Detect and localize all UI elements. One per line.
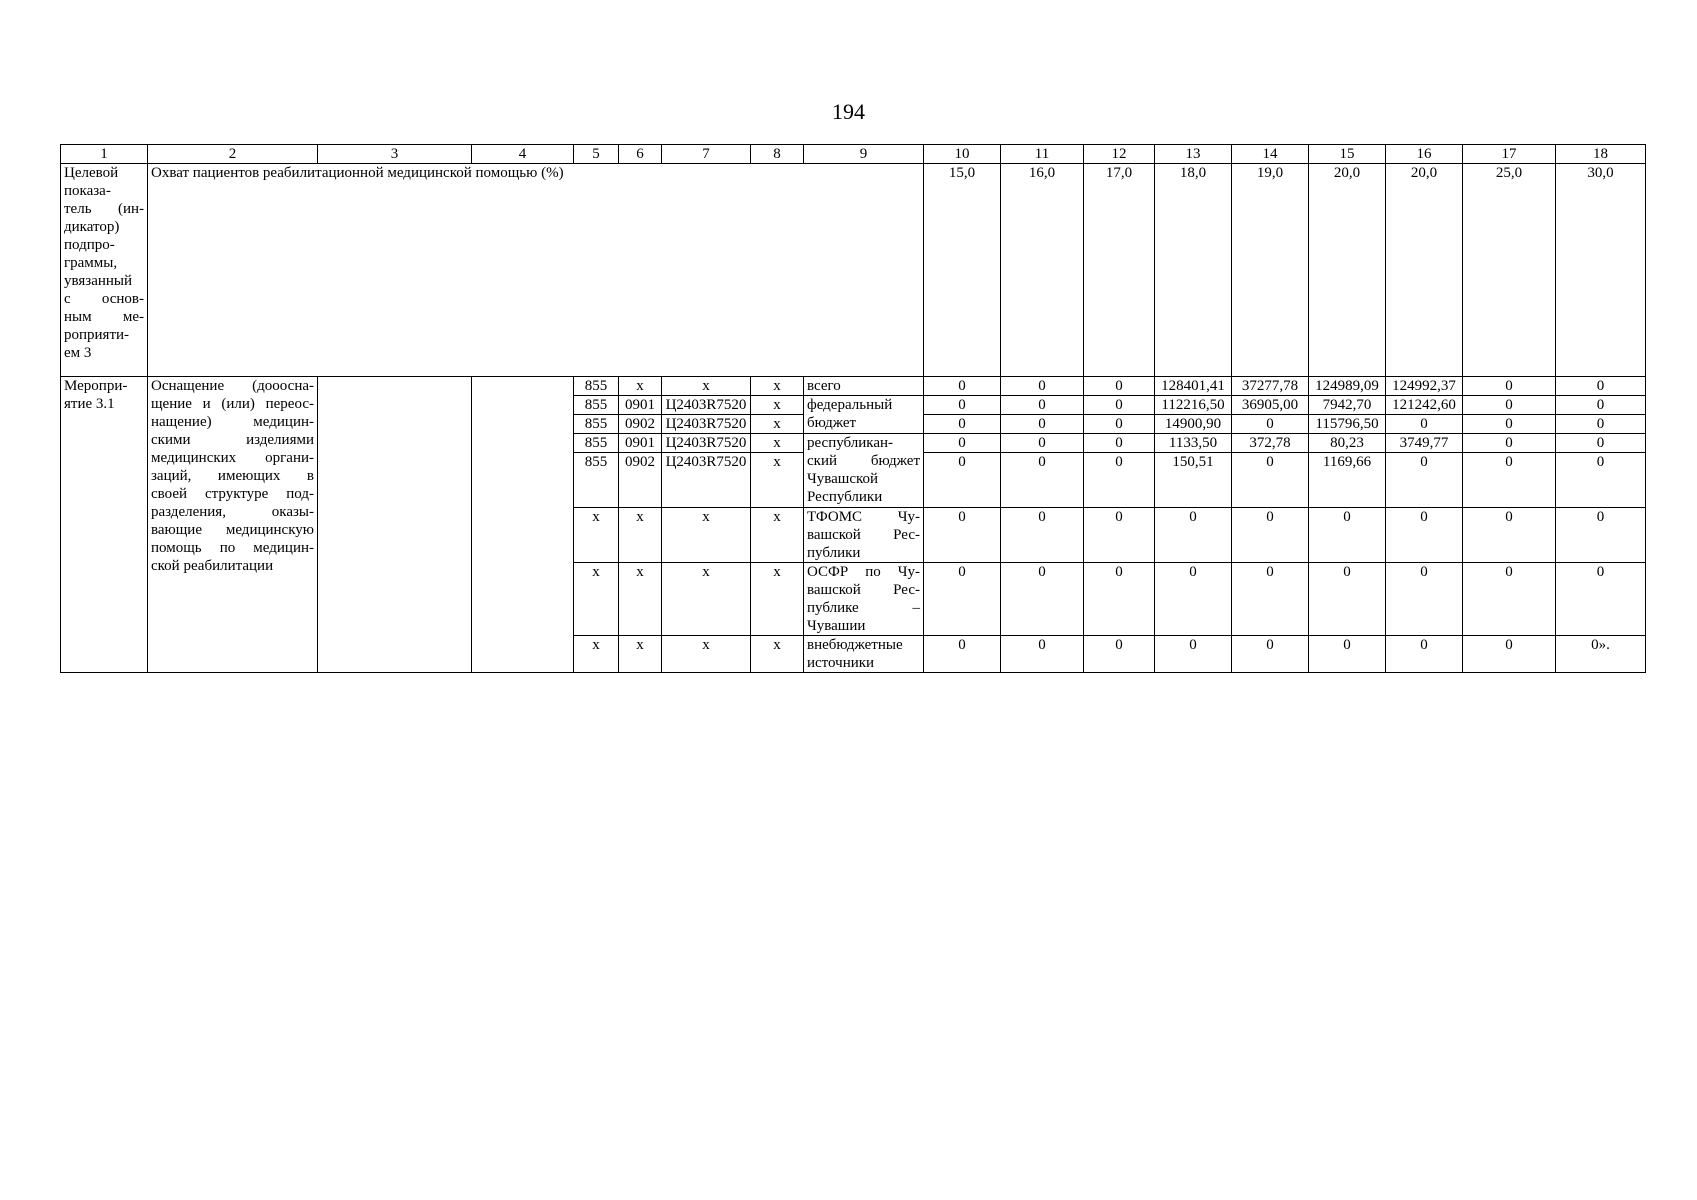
value-cell: 0 (1232, 508, 1309, 563)
measure-description-line: своей структуре под- (151, 486, 314, 502)
value-cell: 0 (1232, 636, 1309, 673)
value-cell: 7942,70 (1309, 396, 1386, 415)
section-code: x (619, 636, 662, 673)
value-cell: 0 (1001, 563, 1084, 636)
value-cell: 0 (1463, 396, 1556, 415)
target-code: Ц2403R7520 (662, 415, 751, 434)
value-cell: 0 (1155, 563, 1232, 636)
value-cell: 0 (1463, 636, 1556, 673)
source-line: публике – (807, 600, 920, 616)
expense-code: x (751, 508, 804, 563)
measure-description (148, 377, 318, 673)
value-cell: 0 (1463, 434, 1556, 453)
value-cell: 372,78 (1232, 434, 1309, 453)
value-cell: 0 (1084, 396, 1155, 415)
value-cell: 0 (1232, 415, 1309, 434)
expense-code: x (751, 453, 804, 508)
col-header: 1 (61, 145, 148, 164)
value-cell: 0 (1001, 453, 1084, 508)
value-cell: 124989,09 (1309, 377, 1386, 396)
value-cell: 0 (1556, 508, 1646, 563)
measure-col3 (318, 377, 472, 673)
source-line: Чувашии (807, 618, 866, 634)
section-code: 0901 (619, 434, 662, 453)
grbs-code: 855 (574, 434, 619, 453)
value-cell: 0 (1084, 563, 1155, 636)
indicator-value: 25,0 (1463, 164, 1556, 377)
value-cell: 0 (1001, 434, 1084, 453)
source-line: республикан- (807, 435, 894, 451)
value-cell: 36905,00 (1232, 396, 1309, 415)
value-cell: 0 (1001, 396, 1084, 415)
value-cell: 0 (1001, 377, 1084, 396)
col-header: 2 (148, 145, 318, 164)
target-code: x (662, 508, 751, 563)
col-header: 8 (751, 145, 804, 164)
value-cell: 0 (1463, 563, 1556, 636)
value-cell: 37277,78 (1232, 377, 1309, 396)
indicator-label-line: увязанный (64, 273, 133, 289)
value-cell: 0 (1309, 563, 1386, 636)
source-republic (804, 434, 924, 508)
value-cell: 0 (1155, 508, 1232, 563)
target-code: Ц2403R7520 (662, 453, 751, 508)
value-cell: 1133,50 (1155, 434, 1232, 453)
indicator-value: 20,0 (1386, 164, 1463, 377)
measure-description-line: щение и (или) переос- (151, 396, 314, 412)
col-header: 7 (662, 145, 751, 164)
source-line: ский бюджет (807, 453, 920, 469)
value-cell: 1169,66 (1309, 453, 1386, 508)
value-cell: 0 (1309, 636, 1386, 673)
col-header: 4 (472, 145, 574, 164)
source-total: всего (804, 377, 924, 396)
value-cell: 0 (1386, 453, 1463, 508)
value-cell: 115796,50 (1309, 415, 1386, 434)
value-cell: 0 (1001, 508, 1084, 563)
value-cell: 0 (924, 563, 1001, 636)
indicator-label-line: ем 3 (64, 345, 92, 361)
indicator-label-line: роприяти- (64, 327, 130, 343)
measure-description-line: медицинских органи- (151, 450, 314, 466)
value-cell: 0 (1556, 453, 1646, 508)
indicator-label-line: ным ме- (64, 309, 144, 325)
value-cell: 124992,37 (1386, 377, 1463, 396)
measure-label-line: Меропри- (64, 378, 128, 394)
source-line: вашской Рес- (807, 582, 920, 598)
source-line: бюджет (807, 415, 857, 431)
source-line: ОСФР по Чу- (807, 564, 920, 580)
indicator-label-line: дикатор) (64, 219, 120, 235)
column-number-row (61, 145, 1646, 164)
value-cell: 0 (924, 453, 1001, 508)
col-header: 9 (804, 145, 924, 164)
source-line: вашской Рес- (807, 527, 920, 543)
value-cell: 14900,90 (1155, 415, 1232, 434)
target-code: x (662, 377, 751, 396)
value-cell: 0 (1386, 563, 1463, 636)
col-header: 6 (619, 145, 662, 164)
source-line: источники (807, 655, 875, 671)
measure-label-line: ятие 3.1 (64, 396, 115, 412)
indicator-title: Охват пациентов реабилитационной медицинской помощью (%) (148, 164, 924, 377)
measure-description-line: вающие медицинскую (151, 522, 314, 538)
value-cell: 0 (1386, 636, 1463, 673)
section-code: 0902 (619, 415, 662, 434)
indicator-value: 19,0 (1232, 164, 1309, 377)
source-extra-budget (804, 636, 924, 673)
grbs-code: x (574, 508, 619, 563)
value-cell: 0 (924, 415, 1001, 434)
measure-description-line: нащение) медицин- (151, 414, 314, 430)
indicator-value: 17,0 (1084, 164, 1155, 377)
target-code: x (662, 636, 751, 673)
col-header: 18 (1556, 145, 1646, 164)
col-header: 5 (574, 145, 619, 164)
value-cell: 0 (1001, 415, 1084, 434)
value-cell: 0 (924, 377, 1001, 396)
value-cell: 0 (1556, 563, 1646, 636)
value-cell: 0 (1155, 636, 1232, 673)
indicator-value: 20,0 (1309, 164, 1386, 377)
indicator-label-line: с основ- (64, 291, 144, 307)
indicator-value: 30,0 (1556, 164, 1646, 377)
grbs-code: x (574, 563, 619, 636)
source-federal (804, 396, 924, 434)
value-cell: 0 (924, 508, 1001, 563)
value-cell: 0 (1232, 453, 1309, 508)
section-code: x (619, 508, 662, 563)
value-cell: 0 (1556, 396, 1646, 415)
expense-code: x (751, 415, 804, 434)
measure-description-line: разделения, оказы- (151, 504, 314, 520)
grbs-code: 855 (574, 377, 619, 396)
expense-code: x (751, 396, 804, 415)
section-code: 0901 (619, 396, 662, 415)
value-cell: 112216,50 (1155, 396, 1232, 415)
source-osfr (804, 563, 924, 636)
value-cell: 150,51 (1155, 453, 1232, 508)
measure-description-line: ской реабилитации (151, 558, 274, 574)
grbs-code: x (574, 636, 619, 673)
source-tfoms (804, 508, 924, 563)
value-cell: 121242,60 (1386, 396, 1463, 415)
col-header: 12 (1084, 145, 1155, 164)
measure-description-line: скими изделиями (151, 432, 314, 448)
indicator-label-line: граммы, (64, 255, 118, 271)
measure-description-line: Оснащение (дооосна- (151, 378, 314, 394)
indicator-row (61, 164, 1646, 377)
value-cell: 0 (1001, 636, 1084, 673)
section-code: 0902 (619, 453, 662, 508)
col-header: 17 (1463, 145, 1556, 164)
value-cell: 0 (1084, 453, 1155, 508)
expense-code: x (751, 636, 804, 673)
source-line: внебюджетные (807, 637, 903, 653)
measure-label (61, 377, 148, 673)
grbs-code: 855 (574, 415, 619, 434)
value-cell: 80,23 (1309, 434, 1386, 453)
col-header: 10 (924, 145, 1001, 164)
table-row (61, 377, 1646, 396)
value-cell: 0 (1084, 508, 1155, 563)
indicator-label-line: тель (ин- (64, 201, 144, 217)
section-code: x (619, 563, 662, 636)
value-cell: 128401,41 (1155, 377, 1232, 396)
col-header: 16 (1386, 145, 1463, 164)
indicator-value: 15,0 (924, 164, 1001, 377)
expense-code: x (751, 434, 804, 453)
col-header: 15 (1309, 145, 1386, 164)
value-cell: 0 (924, 396, 1001, 415)
source-line: публики (807, 545, 861, 561)
value-cell: 0 (924, 636, 1001, 673)
source-line: Чувашской (807, 471, 879, 487)
value-cell: 0 (1463, 377, 1556, 396)
indicator-value: 16,0 (1001, 164, 1084, 377)
program-table (60, 144, 1646, 673)
value-cell: 0 (1232, 563, 1309, 636)
expense-code: x (751, 563, 804, 636)
section-code: x (619, 377, 662, 396)
value-cell: 0 (1386, 508, 1463, 563)
indicator-label-line: подпро- (64, 237, 115, 253)
value-cell: 0 (1084, 415, 1155, 434)
value-cell: 0 (1386, 415, 1463, 434)
indicator-label-line: Целевой (64, 165, 119, 181)
target-code: Ц2403R7520 (662, 396, 751, 415)
value-cell: 0 (1556, 434, 1646, 453)
value-cell: 0 (1556, 377, 1646, 396)
grbs-code: 855 (574, 396, 619, 415)
value-cell: 0 (1084, 636, 1155, 673)
value-cell: 0». (1556, 636, 1646, 673)
page-number: 194 (832, 99, 865, 124)
indicator-label (61, 164, 148, 377)
col-header: 3 (318, 145, 472, 164)
target-code: Ц2403R7520 (662, 434, 751, 453)
value-cell: 3749,77 (1386, 434, 1463, 453)
measure-description-line: заций, имеющих в (151, 468, 314, 484)
value-cell: 0 (1309, 508, 1386, 563)
source-line: федеральный (807, 397, 893, 413)
grbs-code: 855 (574, 453, 619, 508)
value-cell: 0 (1084, 434, 1155, 453)
col-header: 14 (1232, 145, 1309, 164)
value-cell: 0 (1463, 415, 1556, 434)
col-header: 11 (1001, 145, 1084, 164)
col-header: 13 (1155, 145, 1232, 164)
indicator-label-line: показа- (64, 183, 111, 199)
value-cell: 0 (1463, 453, 1556, 508)
target-code: x (662, 563, 751, 636)
value-cell: 0 (1084, 377, 1155, 396)
measure-col4 (472, 377, 574, 673)
value-cell: 0 (1556, 415, 1646, 434)
expense-code: x (751, 377, 804, 396)
value-cell: 0 (1463, 508, 1556, 563)
indicator-value: 18,0 (1155, 164, 1232, 377)
source-line: ТФОМС Чу- (807, 509, 920, 525)
value-cell: 0 (924, 434, 1001, 453)
source-line: Республики (807, 489, 883, 505)
measure-description-line: помощь по медицин- (151, 540, 314, 556)
